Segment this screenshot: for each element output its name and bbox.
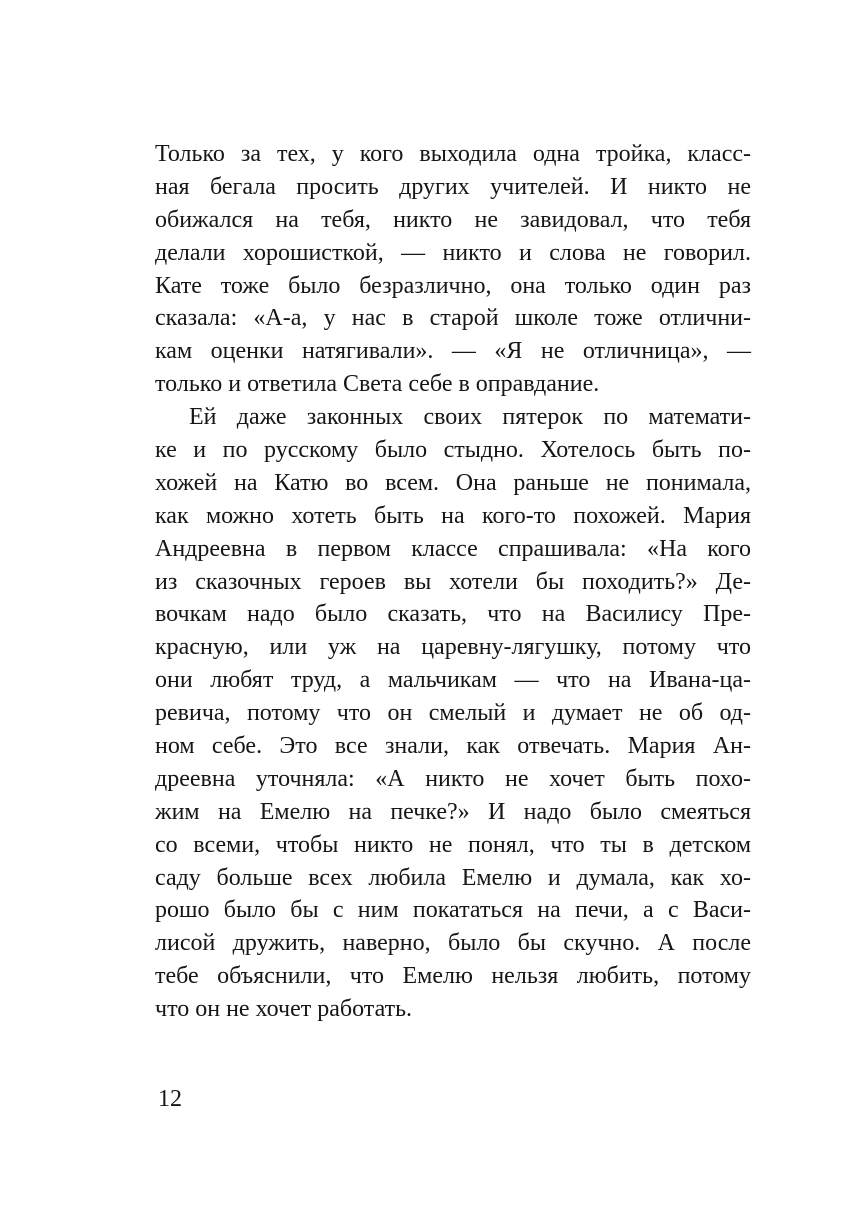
text-line: ная бегала просить других учителей. И никто не <box>155 173 751 200</box>
text-line: кам оценки натягивали». — «Я не отличница», — <box>155 338 751 365</box>
text-line: они любят труд, а мальчикам — что на Ивана-ца- <box>155 667 751 694</box>
text-line: Кате тоже было безразлично, она только один раз <box>155 272 751 299</box>
text-line: Ей даже законных своих пятерок по математи- <box>189 404 751 431</box>
text-line: ревича, потому что он смелый и думает не об од- <box>155 700 751 727</box>
text-line: дреевна уточняла: «А никто не хочет быть похо- <box>155 765 751 792</box>
text-line: рошо было бы с ним покататься на печи, а с Васи- <box>155 897 751 924</box>
page-text <box>155 138 751 1026</box>
text-line: делали хорошисткой, — никто и слова не говорил. <box>155 239 751 266</box>
text-line: Только за тех, у кого выходила одна тройка, класс- <box>155 141 751 167</box>
text-line: саду больше всех любила Емелю и думала, как хо- <box>155 864 751 891</box>
text-line: что он не хочет работать. <box>155 996 413 1023</box>
text-line: сказала: «А-а, у нас в старой школе тоже отлични- <box>155 305 751 332</box>
page-number: 12 <box>158 1086 182 1112</box>
paragraph <box>155 138 751 401</box>
text-line: жим на Емелю на печке?» И надо было смеяться <box>155 798 751 825</box>
text-line: тебе объяснили, что Емелю нельзя любить, потому <box>155 963 751 990</box>
text-line: только и ответила Света себе в оправдание. <box>155 371 600 398</box>
text-line: красную, или уж на царевну-лягушку, потому что <box>155 634 751 661</box>
text-line: Андреевна в первом классе спрашивала: «На кого <box>155 535 751 562</box>
paragraph <box>155 401 751 1026</box>
text-line: вочкам надо было сказать, что на Василису Пре- <box>155 601 751 628</box>
text-line: хожей на Катю во всем. Она раньше не понимала, <box>155 469 751 496</box>
text-line: ном себе. Это все знали, как отвечать. Мария Ан- <box>155 733 751 760</box>
text-line: лисой дружить, наверно, было бы скучно. А после <box>155 930 751 957</box>
text-line: как можно хотеть быть на кого-то похожей. Мария <box>155 502 751 529</box>
text-line: ке и по русскому было стыдно. Хотелось быть по- <box>155 437 751 464</box>
text-line: из сказочных героев вы хотели бы походить?» Де- <box>155 568 751 595</box>
text-line: со всеми, чтобы никто не понял, что ты в детском <box>155 831 751 858</box>
text-line: обижался на тебя, никто не завидовал, что тебя <box>155 206 751 233</box>
